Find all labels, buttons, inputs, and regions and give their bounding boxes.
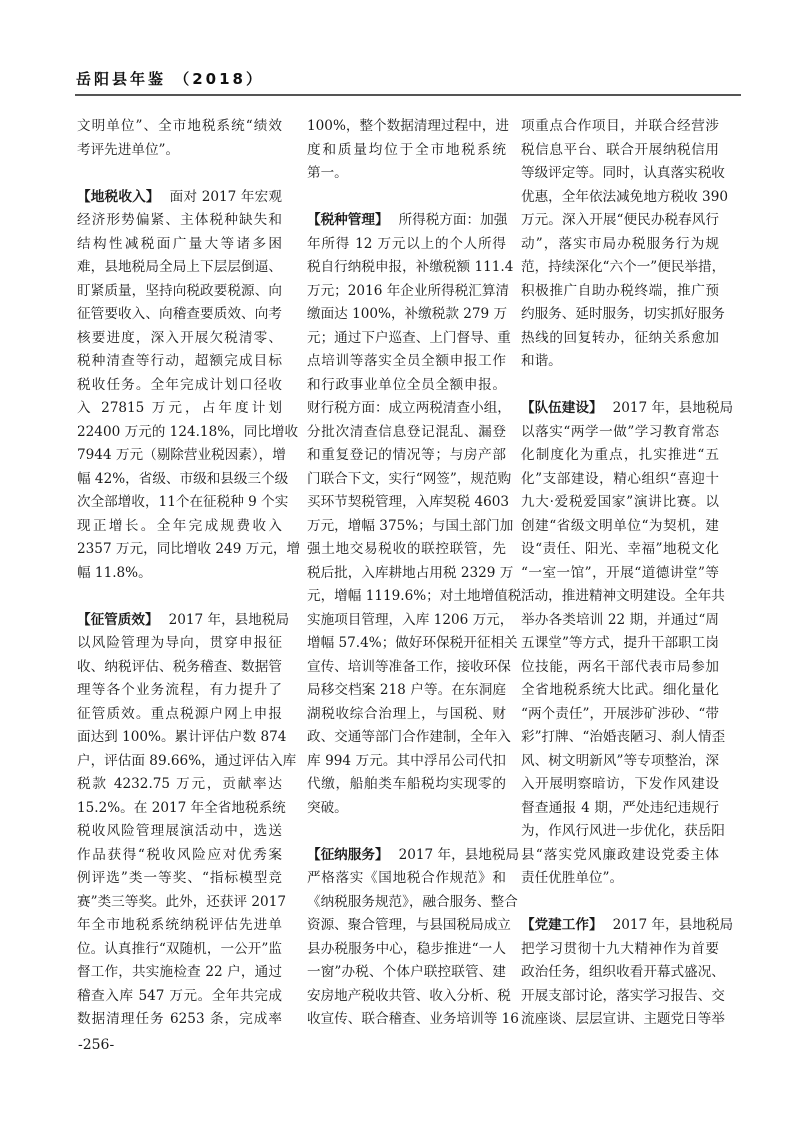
text-line [77, 938, 282, 962]
line-text: 政治任务，组织收看开幕式盛况、 [521, 964, 725, 980]
text-column-3 [521, 115, 734, 1055]
line-text: 所得税方面：加强 [398, 212, 508, 228]
text-line [307, 914, 511, 938]
text-line [521, 515, 719, 539]
line-text: 税收任务。全年完成计划口径收 [77, 376, 282, 393]
line-text: 税后批，入库耕地占用税 2329 万 [307, 564, 514, 581]
continued-paragraph [521, 115, 728, 374]
text-line [307, 374, 506, 398]
text-line [521, 491, 719, 515]
text-line [521, 679, 719, 703]
text-line [521, 938, 719, 962]
line-text: 位技能，两名干部代表市局参加 [521, 658, 719, 675]
line-text: 把学习贯彻十九大精神作为首要 [521, 940, 719, 957]
line-text: 经济形势偏紧、主体税种缺失和 [77, 212, 282, 228]
text-line [521, 632, 719, 656]
text-line [307, 444, 506, 468]
text-line [77, 562, 282, 586]
line-text: 税款 4232.75 万元，贡献率达 [77, 776, 282, 792]
line-text: 面对 2017 年宏观 [169, 188, 282, 205]
line-text: 宣传、培训等准备工作，接收环保 [307, 658, 511, 675]
text-line [521, 750, 719, 774]
line-text: 门联合下文，实行“网签”，规范购 [307, 470, 512, 487]
text-line [307, 468, 512, 492]
line-text: 强土地交易税收的联控联管，先 [307, 541, 506, 557]
text-line [307, 1008, 519, 1032]
line-text: 15.2%。在 2017 年全省地税系统 [77, 799, 286, 816]
text-line [77, 491, 289, 515]
line-text: 责任优胜单位”。 [521, 870, 624, 886]
running-header-title: 岳阳县年鉴 （2018） [76, 70, 264, 88]
text-line [77, 985, 282, 1009]
line-text: 税收风险管理展演活动中，选送 [77, 823, 282, 839]
text-line [307, 985, 511, 1009]
text-line [77, 421, 299, 445]
section-paragraph [521, 914, 734, 1032]
line-text: 2017 年，县地税局 [398, 846, 520, 863]
text-line [521, 233, 719, 257]
text-line [77, 327, 282, 351]
text-line [521, 844, 719, 868]
line-text: 湖税收综合治理上，与国税、财 [307, 705, 506, 722]
line-text: 以风险管理为导向，贯穿申报征 [77, 635, 282, 651]
text-line [77, 632, 282, 656]
line-text: 赛”类三等奖。此外，还获评 2017 [77, 893, 286, 910]
text-line [307, 656, 511, 680]
line-text: 核要进度，深入开展欠税清零、 [77, 329, 282, 346]
line-text: 设“责任、阳光、幸福”地税文化 [521, 541, 719, 557]
line-text: 年所得 12 万元以上的个人所得 [307, 235, 506, 252]
line-text: 盯紧质量，坚持向税政要税源、向 [77, 282, 282, 299]
text-line [521, 726, 726, 750]
line-text: 买环节契税管理，入库契税 4603 [307, 494, 510, 510]
line-text: 考评先进单位”。 [77, 141, 180, 158]
line-text: “一室一馆”，开展“道德讲堂”等 [521, 564, 719, 581]
text-line [307, 303, 506, 327]
text-line [307, 256, 514, 280]
text-line [77, 679, 282, 703]
page-number: -256- [78, 1037, 115, 1053]
line-text: 彩”打牌、“治婚丧陋习、刹人情歪 [521, 729, 726, 745]
text-line [307, 538, 506, 562]
text-line [521, 350, 719, 374]
line-text: 2357 万元，同比增收 249 万元，增 [77, 541, 301, 557]
line-text: 督工作，共实施检查 22 户，通过 [77, 964, 282, 980]
text-line [77, 209, 282, 233]
section-heading: 【征纳服务】 [307, 846, 389, 863]
text-line [77, 726, 287, 750]
text-line [77, 656, 282, 680]
text-line [77, 397, 282, 421]
line-text: 难，县地税局全局上下层层倒逼、 [77, 259, 282, 275]
text-line [307, 491, 510, 515]
text-line [307, 844, 520, 868]
text-line [307, 115, 509, 139]
text-line [307, 867, 506, 891]
text-line [77, 515, 282, 539]
line-text: 局移交档案 218 户等。在东洞庭 [307, 682, 506, 698]
text-line [77, 468, 289, 492]
line-text: “两个责任”，开展涉矿涉砂、“带 [521, 705, 719, 722]
line-text: 文明单位”、全市地税系统“绩效 [77, 118, 282, 134]
text-line [521, 209, 719, 233]
text-line [521, 820, 725, 844]
text-line [307, 162, 506, 186]
text-line [307, 938, 506, 962]
text-line [307, 773, 506, 797]
section-paragraph [77, 186, 301, 586]
line-text: 万元，增幅 375%；与国土部门加 [307, 517, 514, 534]
section-paragraph [307, 844, 520, 1032]
text-line [307, 750, 506, 774]
text-line [77, 609, 290, 633]
text-line [77, 350, 282, 374]
line-text: 范，持续深化“六个一”便民举措， [521, 259, 726, 275]
text-line [307, 562, 514, 586]
text-line [307, 679, 506, 703]
line-text: 税信息平台、联合开展纳税信用 [521, 141, 719, 158]
line-text: 缴面达 100%，补缴税款 279 万 [307, 306, 508, 322]
text-line [521, 444, 719, 468]
text-line [77, 844, 282, 868]
line-text: 库 994 万元。其中浮吊公司代扣 [307, 752, 506, 769]
line-text: 年全市地税系统纳税评估先进单 [77, 917, 282, 933]
line-text: 开展支部讨论，落实学习报告、交 [521, 987, 725, 1004]
header-rule [75, 94, 741, 96]
text-line [77, 1008, 282, 1032]
text-line [77, 139, 282, 163]
line-text: 征管质效。重点税源户网上申报 [77, 705, 282, 722]
line-text: 实施项目管理，入库 1206 万元， [307, 611, 514, 628]
text-line [521, 914, 734, 938]
section-heading: 【征管质效】 [77, 611, 159, 628]
line-text: 第一。 [307, 165, 348, 181]
line-text: 入 27815 万元，占年度计划 [77, 400, 282, 416]
line-text: 现正增长。全年完成规费收入 [77, 517, 282, 534]
text-line [307, 233, 506, 257]
line-text: 结构性减税面广量大等诸多困 [77, 235, 282, 252]
line-text: 安房地产税收共管、收入分析、税 [307, 987, 511, 1004]
line-text: 举办各类培训 22 期，并通过“周 [521, 611, 719, 628]
section-heading: 【党建工作】 [521, 917, 603, 933]
text-line [77, 303, 282, 327]
continued-paragraph [77, 115, 282, 162]
section-paragraph [521, 397, 734, 891]
line-text: 分批次清查信息登记混乱、漏登 [307, 423, 506, 440]
text-line [521, 115, 719, 139]
text-line [307, 139, 506, 163]
text-line [521, 538, 719, 562]
text-line [307, 585, 522, 609]
section-heading: 【队伍建设】 [521, 400, 603, 416]
line-text: 动”，落实市局办税服务行为规 [521, 235, 719, 252]
text-line [77, 256, 282, 280]
text-line [77, 820, 282, 844]
line-text: 代缴，船舶类车船税均实现零的 [307, 776, 506, 792]
text-line [307, 891, 518, 915]
text-line [77, 773, 282, 797]
text-line [521, 303, 725, 327]
line-text: 和重复登记的情况等；与房产部 [307, 447, 506, 463]
line-text: 税种清查等行动，超额完成目标 [77, 353, 282, 369]
text-line [307, 327, 511, 351]
text-line [77, 797, 286, 821]
section-heading: 【税种管理】 [307, 212, 389, 228]
text-line [521, 773, 719, 797]
line-text: 督查通报 4 期，严处违纪违规行 [521, 799, 719, 816]
text-line [77, 750, 297, 774]
text-line [521, 327, 719, 351]
line-text: 和行政事业单位全员全额申报。 [307, 376, 506, 393]
text-line [77, 867, 282, 891]
line-text: 征管要收入、向稽查要质效、向考 [77, 306, 282, 322]
line-text: 优惠，全年依法减免地方税收 390 [521, 188, 728, 205]
section-paragraph [307, 209, 522, 820]
text-line [307, 961, 506, 985]
text-line [307, 632, 518, 656]
line-text: 2017 年，县地税局 [612, 400, 734, 416]
line-text: 项重点合作项目，并联合经营涉 [521, 118, 719, 134]
line-text: 以落实“两学一做”学习教育常态 [521, 423, 719, 440]
continued-paragraph [307, 115, 509, 186]
text-column-2 [307, 115, 522, 1055]
line-text: 增幅 57.4%；做好环保税开征相关 [307, 635, 518, 651]
text-line [521, 280, 719, 304]
line-text: 为，作风行风进一步优化，获岳阳 [521, 823, 725, 839]
text-line [521, 139, 719, 163]
text-line [521, 609, 719, 633]
text-line [77, 444, 286, 468]
line-text: 财行税方面：成立两税清查小组， [307, 400, 511, 416]
line-text: 幅 11.8%。 [77, 564, 152, 581]
line-text: 《纳税服务规范》，融合服务、整合 [307, 893, 518, 910]
line-text: 突破。 [307, 799, 348, 816]
text-line [521, 162, 725, 186]
line-text: 点培训等落实全员全额申报工作 [307, 353, 506, 369]
line-text: 化”支部建设，精心组织“喜迎十 [521, 470, 719, 487]
line-text: 约服务、延时服务，切实抓好服务 [521, 306, 725, 322]
text-line [307, 397, 511, 421]
line-text: 收、纳税评估、税务稽查、数据管 [77, 658, 282, 675]
text-line [77, 703, 282, 727]
line-text: 县办税服务中心，稳步推进“一人 [307, 940, 506, 957]
line-text: 积极推广自助办税终端，推广预 [521, 282, 719, 299]
text-line [307, 726, 511, 750]
text-line [77, 280, 282, 304]
line-text: 幅 42%，省级、市级和县级三个级 [77, 470, 289, 487]
text-line [77, 538, 301, 562]
text-line [521, 562, 719, 586]
line-text: 位。认真推行“双随机，一公开”监 [77, 940, 282, 957]
text-line [521, 585, 725, 609]
section-heading: 【地税收入】 [77, 188, 160, 205]
line-text: 户，评估面 89.66%，通过评估入库 [77, 752, 297, 769]
line-text: 次全部增收，11个在征税种 9 个实 [77, 494, 289, 510]
line-text: 万元；2016 年企业所得税汇算清 [307, 282, 510, 299]
text-line [521, 867, 719, 891]
text-column-1 [77, 115, 301, 1055]
text-line [307, 703, 506, 727]
text-line [77, 186, 282, 210]
line-text: 数据清理任务 6253 条，完成率 [77, 1011, 282, 1027]
line-text: 政、交通等部门合作建制，全年入 [307, 729, 511, 745]
line-text: 一窗”办税、个体户联控联管、建 [307, 964, 506, 980]
text-line [521, 186, 728, 210]
line-text: 收宣传、联合稽查、业务培训等 16 [307, 1011, 519, 1027]
text-line [521, 797, 719, 821]
text-line [77, 233, 282, 257]
section-paragraph [77, 609, 297, 1032]
line-text: 风、树文明新风”等专项整治，深 [521, 752, 719, 769]
line-text: 流座谈、层层宣讲、主题党日等举 [521, 1011, 725, 1027]
text-line [521, 961, 725, 985]
line-text: 例评选”类一等奖、“指标模型竞 [77, 870, 282, 886]
line-text: 创建“省级文明单位“为契机，建 [521, 517, 719, 534]
text-line [521, 468, 719, 492]
text-line [521, 1008, 725, 1032]
text-line [307, 280, 510, 304]
line-text: 面达到 100%。累计评估户数 874 [77, 729, 287, 745]
line-text: 资源、聚合管理，与县国税局成立 [307, 917, 511, 933]
line-text: 九大·爱税爱国家”演讲比赛。以 [521, 494, 719, 510]
line-text: 全省地税系统大比武。细化量化 [521, 682, 719, 698]
line-text: 2017 年，县地税局 [168, 611, 290, 628]
line-text: 100%，整个数据清理过程中，进 [307, 118, 509, 134]
line-text: 等级评定等。同时，认真落实税收 [521, 165, 725, 181]
line-text: 2017 年，县地税局 [612, 917, 734, 933]
line-text: 活动，推进精神文明建设。全年共 [521, 588, 725, 604]
line-text: 严格落实《国地税合作规范》和 [307, 870, 506, 886]
line-text: 7944 万元（剔除营业税因素），增 [77, 447, 286, 463]
text-line [521, 256, 726, 280]
line-text: 五课堂”等方式，提升干部职工岗 [521, 635, 719, 651]
text-line [77, 115, 282, 139]
text-line [77, 961, 282, 985]
line-text: 热线的回复转办，征纳关系愈加 [521, 329, 719, 346]
text-line [307, 797, 506, 821]
line-text: 元；通过下户巡查、上门督导、重 [307, 329, 511, 346]
line-text: 理等各个业务流程，有力提升了 [77, 682, 282, 698]
line-text: 税自行纳税申报，补缴税额 111.4 [307, 259, 514, 275]
text-line [521, 421, 719, 445]
text-line [77, 374, 282, 398]
line-text: 入开展明察暗访，下发作风建设 [521, 776, 719, 792]
text-line [521, 656, 719, 680]
text-line [77, 891, 286, 915]
line-text: 22400 万元的 124.18%，同比增收 [77, 423, 299, 440]
line-text: 度和质量均位于全市地税系统 [307, 141, 506, 158]
text-line [521, 703, 719, 727]
line-text: 和谐。 [521, 353, 562, 369]
text-line [307, 609, 514, 633]
line-text: 县“落实党风廉政建设党委主体 [521, 846, 719, 863]
line-text: 化制度化为重点，扎实推进“五 [521, 447, 719, 463]
line-text: 稽查入库 547 万元。全年共完成 [77, 987, 282, 1004]
text-line [77, 914, 282, 938]
line-text: 作品获得“税收风险应对优秀案 [77, 846, 282, 863]
text-line [307, 350, 506, 374]
line-text: 元，增幅 1119.6%；对土地增值税 [307, 588, 522, 604]
text-line [307, 421, 506, 445]
text-line [521, 985, 725, 1009]
text-line [307, 209, 506, 233]
text-line [521, 397, 734, 421]
line-text: 万元。深入开展“便民办税春风行 [521, 212, 719, 228]
text-line [307, 515, 514, 539]
